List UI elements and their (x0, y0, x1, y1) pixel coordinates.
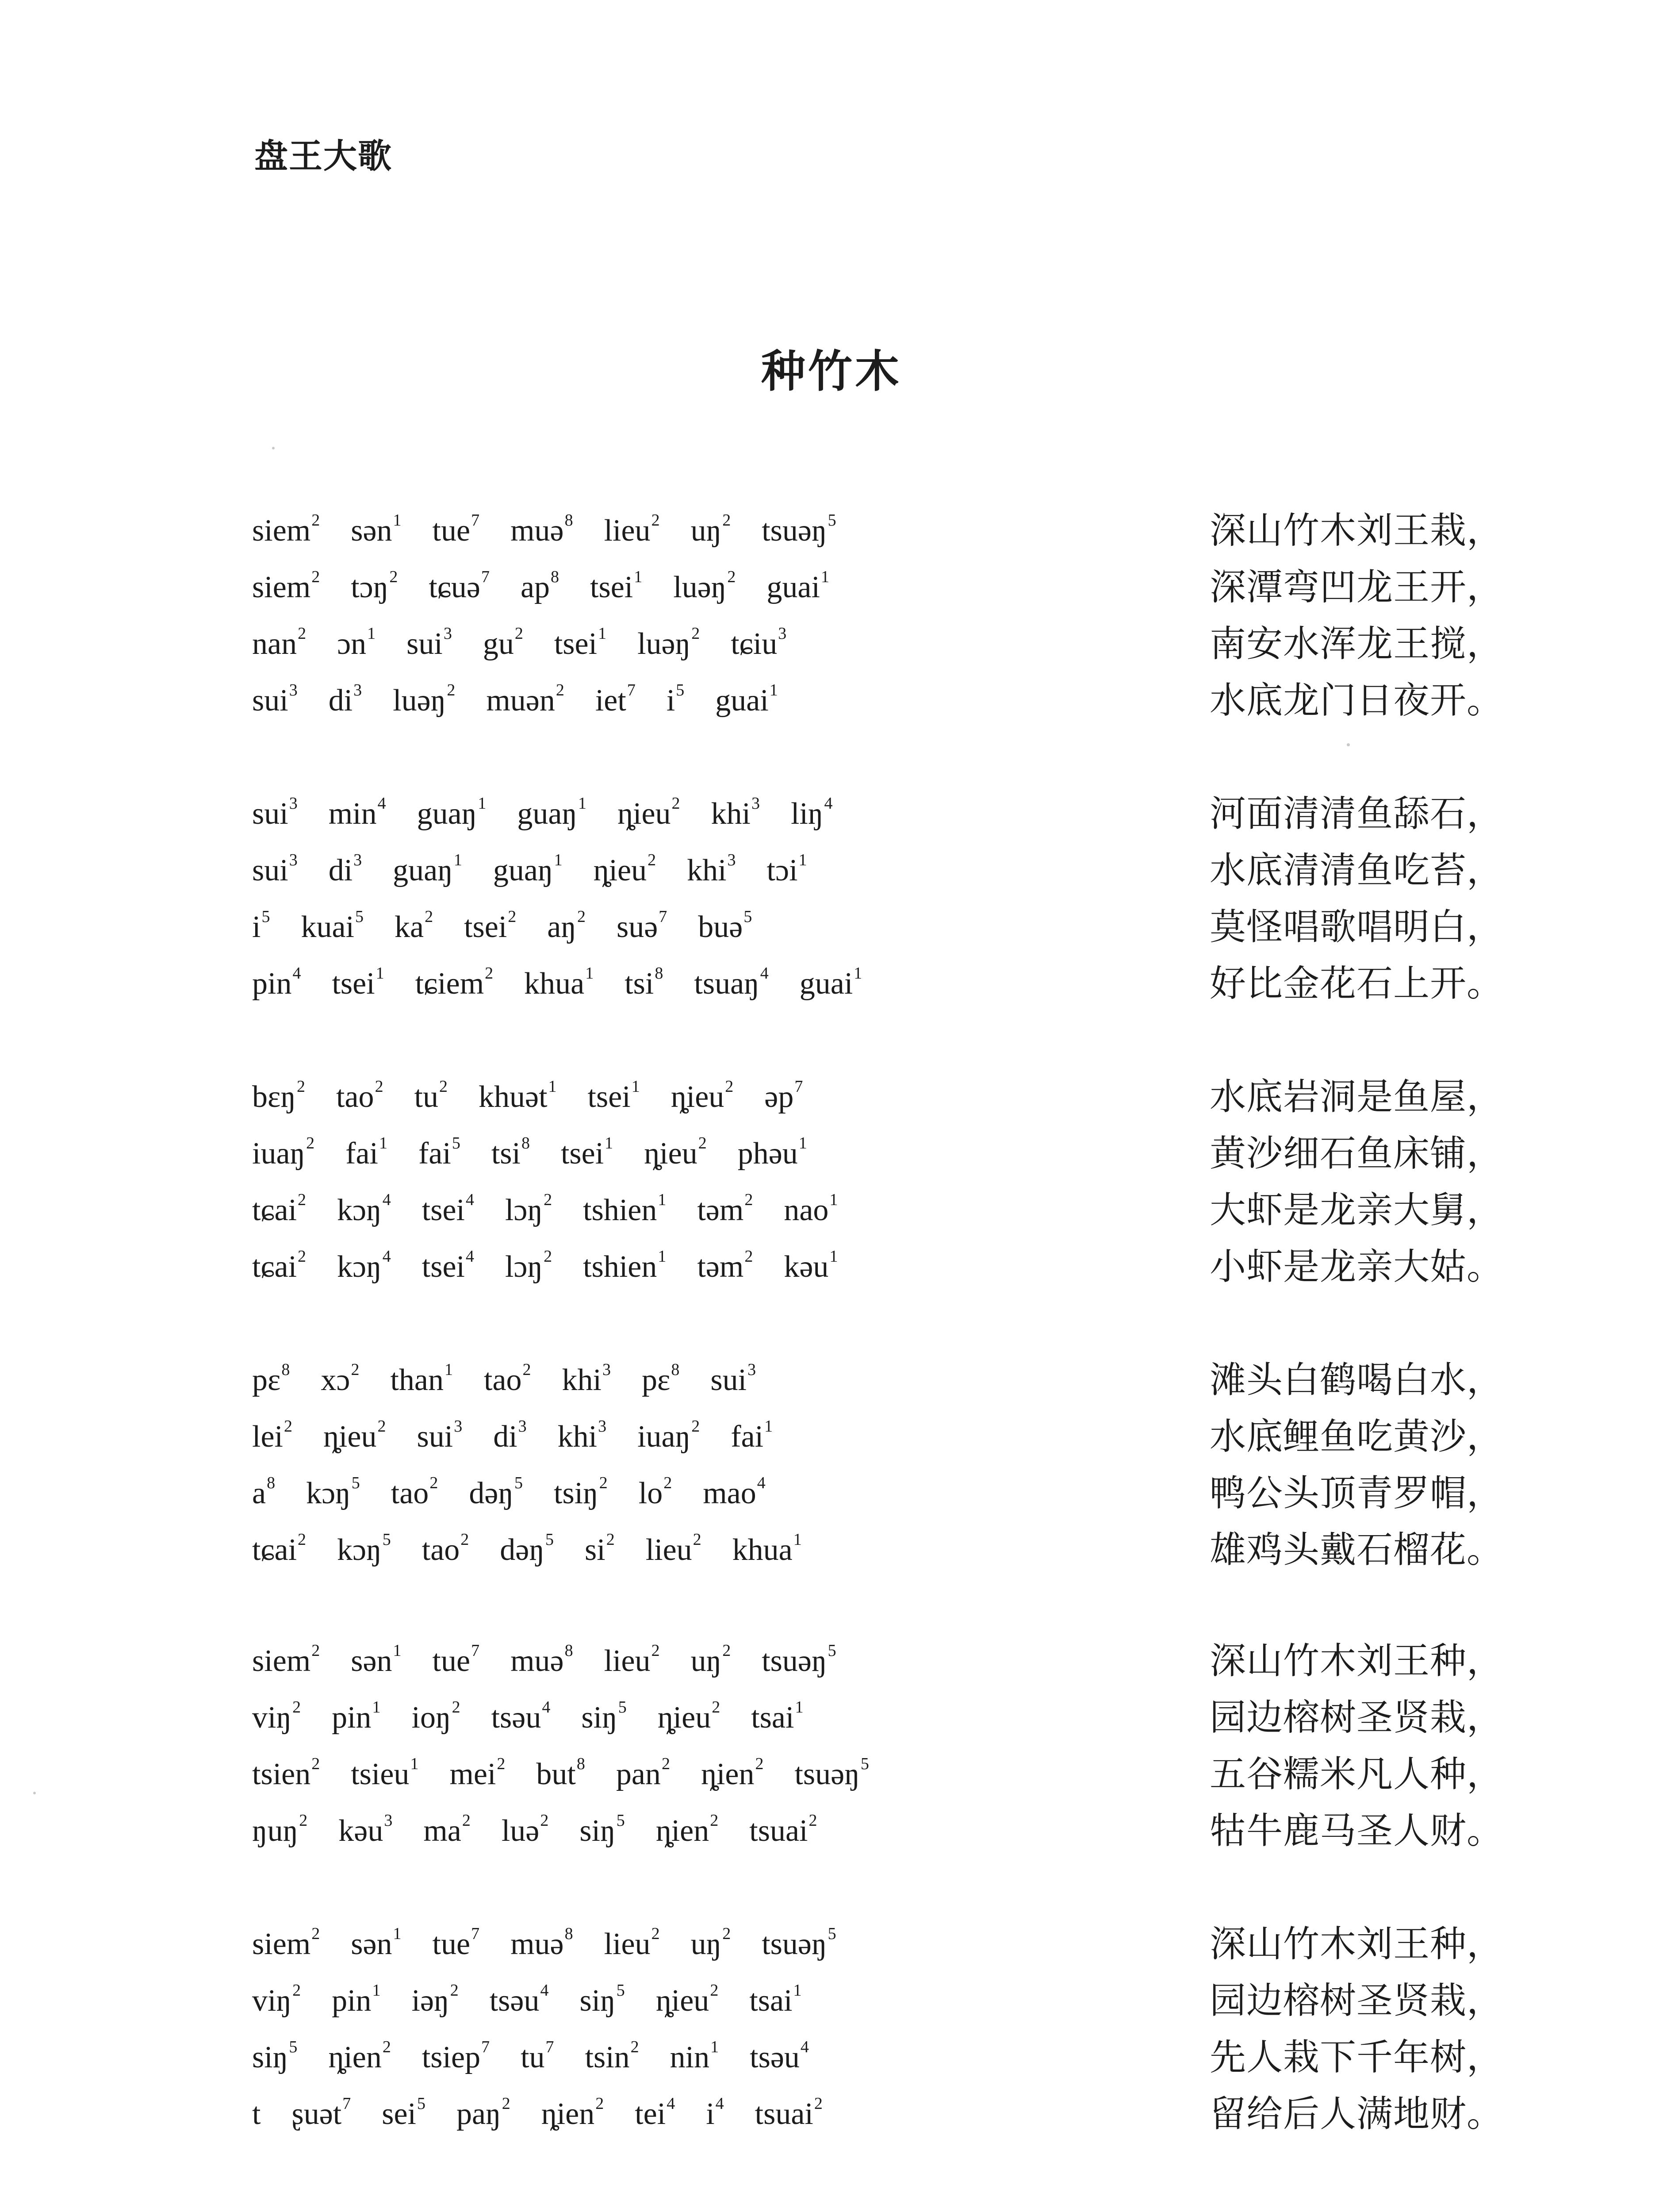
verse-chinese: 好比金花石上开。 (1210, 963, 1504, 1005)
verse-chinese: 园边榕树圣贤栽， (1210, 1697, 1504, 1739)
verse-transliteration: siem$^2$ sən$^1$ tue$^7$ muə$^8$ lieu$^2$ $uŋ^2$ tsuəŋ$^5$ (252, 1641, 836, 1678)
verse-chinese: 大虾是龙亲大舅， (1210, 1189, 1504, 1231)
verse-line (0, 2035, 1663, 2092)
verse-transliteration: siŋ$^5$ ȵien$^2$ tsiep$^7$ $tu^7$ tsin$^2$ nin$^1$ tsəu$^4$ (252, 2038, 809, 2074)
running-head: 盘王大歌 (254, 136, 392, 176)
verse-chinese: 鸭公头顶青罗帽， (1210, 1472, 1504, 1514)
verse-transliteration: bɛŋ$^2$ tao$^2$ $tu^2$ khuət$^1$ tsei$^1$ ȵieu$^2$ əp$^7$ (252, 1077, 803, 1114)
scan-speck (272, 447, 275, 449)
scan-speck (1347, 743, 1350, 746)
verse-transliteration: sui$^3$ $di^3$ guaŋ$^1$ guaŋ$^1$ ȵieu$^2$ khi$^3$ tɔi$^1$ (252, 851, 807, 887)
verse-transliteration: tɕai$^2$ kɔŋ$^4$ tsei$^4$ lɔŋ$^2$ tshien$^1$ təm$^2$ nao$^1$ (252, 1190, 838, 1227)
verse-transliteration: viŋ$^2$ pin$^1$ ioŋ$^2$ tsəu$^4$ siŋ$^5$ ȵieu$^2$ tsai$^1$ (252, 1698, 804, 1735)
verse-line (0, 1245, 1663, 1302)
verse-line (0, 509, 1663, 565)
verse-line (0, 1809, 1663, 1866)
verse-line (0, 962, 1663, 1018)
stanza (0, 792, 1663, 1018)
verse-line (0, 1922, 1663, 1979)
verse-line (0, 565, 1663, 622)
verse-chinese: 滩头白鹤喝白水， (1210, 1359, 1504, 1401)
stanza (0, 509, 1663, 735)
verse-line (0, 2092, 1663, 2149)
verse-line (0, 1075, 1663, 1132)
verse-line (0, 1188, 1663, 1245)
verse-chinese: 五谷糯米凡人种， (1210, 1753, 1504, 1795)
verse-line (0, 1979, 1663, 2035)
verse-chinese: 水底鲤鱼吃黄沙， (1210, 1416, 1504, 1458)
verse-chinese: 园边榕树圣贤栽， (1210, 1980, 1504, 2022)
verse-transliteration: iuaŋ$^2$ fai$^1$ fai$^5$ tsi$^8$ tsei$^1$ ȵieu$^2$ phəu$^1$ (252, 1134, 807, 1171)
verse-line (0, 622, 1663, 679)
stanza (0, 1075, 1663, 1302)
verse-transliteration: nan$^2$ ɔn$^1$ sui$^3$ $gu^2$ tsei$^1$ luəŋ$^2$ tɕiu$^3$ (252, 624, 787, 661)
verse-transliteration: tsien$^2$ tsieu$^1$ mei$^2$ but$^8$ pan$^2$ ȵien$^2$ tsuəŋ$^5$ (252, 1755, 869, 1791)
verse-line (0, 1696, 1663, 1752)
verse-chinese: 雄鸡头戴石榴花。 (1210, 1529, 1504, 1571)
verse-line (0, 849, 1663, 905)
verse-transliteration: sui$^3$ $di^3$ luəŋ$^2$ muən$^2$ iet$^7$ $i^5$ guai$^1$ (252, 681, 778, 718)
verse-transliteration: siem$^2$ tɔŋ$^2$ tɕuə$^7$ $ap^8$ tsei$^1$ luəŋ$^2$ guai$^1$ (252, 568, 829, 604)
verse-transliteration: sui$^3$ $\min^4$ guaŋ$^1$ guaŋ$^1$ ȵieu$^2$ khi$^3$ liŋ$^4$ (252, 794, 833, 831)
verse-line (0, 1358, 1663, 1415)
verse-transliteration: viŋ$^2$ pin$^1$ iəŋ$^2$ tsəu$^4$ siŋ$^5$ ȵieu$^2$ tsai$^1$ (252, 1981, 802, 2018)
verse-transliteration: pin$^4$ tsei$^1$ tɕiem$^2$ khua$^1$ tsi$^8$ tsuaŋ$^4$ guai$^1$ (252, 964, 862, 1001)
verse-transliteration: t ʂuət$^7$ sei$^5$ paŋ$^2$ ȵien$^2$ tei$^4$ $i^4$ tsuai$^2$ (252, 2094, 823, 2131)
verse-chinese: 水底清清鱼吃苔， (1210, 849, 1504, 891)
verse-line (0, 1415, 1663, 1471)
verse-transliteration: tɕai$^2$ kɔŋ$^4$ tsei$^4$ lɔŋ$^2$ tshien$^1$ təm$^2$ kəu$^1$ (252, 1247, 838, 1284)
verse-line (0, 905, 1663, 962)
verse-chinese: 深山竹木刘王种， (1210, 1640, 1504, 1682)
verse-line (0, 1752, 1663, 1809)
verse-chinese: 南安水浑龙王搅， (1210, 623, 1504, 665)
verse-chinese: 深潭弯凹龙王开， (1210, 566, 1504, 608)
verse-chinese: 牯牛鹿马圣人财。 (1210, 1810, 1504, 1852)
verse-line (0, 1471, 1663, 1528)
stanza (0, 1358, 1663, 1585)
verse-chinese: 水底岩洞是鱼屋， (1210, 1076, 1504, 1118)
verse-transliteration: $i^5$ kuai$^5$ $ka^2$ tsei$^2$ $aŋ^2$ suə$^7$ buə$^5$ (252, 907, 752, 944)
verse-chinese: 深山竹木刘王栽， (1210, 510, 1504, 552)
verse-line (0, 1639, 1663, 1696)
verse-chinese: 河面清清鱼舔石， (1210, 793, 1504, 835)
stanza (0, 1922, 1663, 2149)
verse-chinese: 莫怪唱歌唱明白， (1210, 906, 1504, 948)
verse-transliteration: tɕai$^2$ kɔŋ$^5$ tao$^2$ dəŋ$^5$ $si^2$ lieu$^2$ khua$^1$ (252, 1530, 802, 1567)
verse-chinese: 先人栽下千年树， (1210, 2036, 1504, 2078)
verse-line (0, 1528, 1663, 1585)
scan-speck (33, 1792, 36, 1794)
verse-chinese: 黄沙细石鱼床铺， (1210, 1133, 1504, 1175)
verse-chinese: 小虾是龙亲大姑。 (1210, 1246, 1504, 1288)
verse-transliteration: siem$^2$ sən$^1$ tue$^7$ muə$^8$ lieu$^2$ $uŋ^2$ tsuəŋ$^5$ (252, 1924, 836, 1961)
verse-transliteration: siem$^2$ sən$^1$ tue$^7$ muə$^8$ lieu$^2$ $uŋ^2$ tsuəŋ$^5$ (252, 511, 836, 548)
stanza (0, 1639, 1663, 1866)
verse-chinese: 水底龙门日夜开。 (1210, 680, 1504, 722)
verse-transliteration: pɛ$^8$ xɔ$^2$ than$^1$ tao$^2$ khi$^3$ pɛ$^8$ sui$^3$ (252, 1360, 756, 1397)
verse-chinese: 留给后人满地财。 (1210, 2093, 1504, 2135)
verse-line (0, 1132, 1663, 1188)
poem-title: 种竹木 (761, 346, 902, 397)
verse-transliteration: lei$^2$ ȵieu$^2$ sui$^3$ $di^3$ khi$^3$ iuaŋ$^2$ fai$^1$ (252, 1417, 773, 1454)
verse-transliteration: $a^8$ kɔŋ$^5$ tao$^2$ dəŋ$^5$ tsiŋ$^2$ $lo^2$ mao$^4$ (252, 1474, 766, 1510)
verse-transliteration: ŋuŋ$^2$ kəu$^3$ $ma^2$ luə$^2$ siŋ$^5$ ȵien$^2$ tsuai$^2$ (252, 1811, 817, 1848)
verse-line (0, 792, 1663, 849)
verse-chinese: 深山竹木刘王种， (1210, 1923, 1504, 1965)
verse-line (0, 679, 1663, 735)
